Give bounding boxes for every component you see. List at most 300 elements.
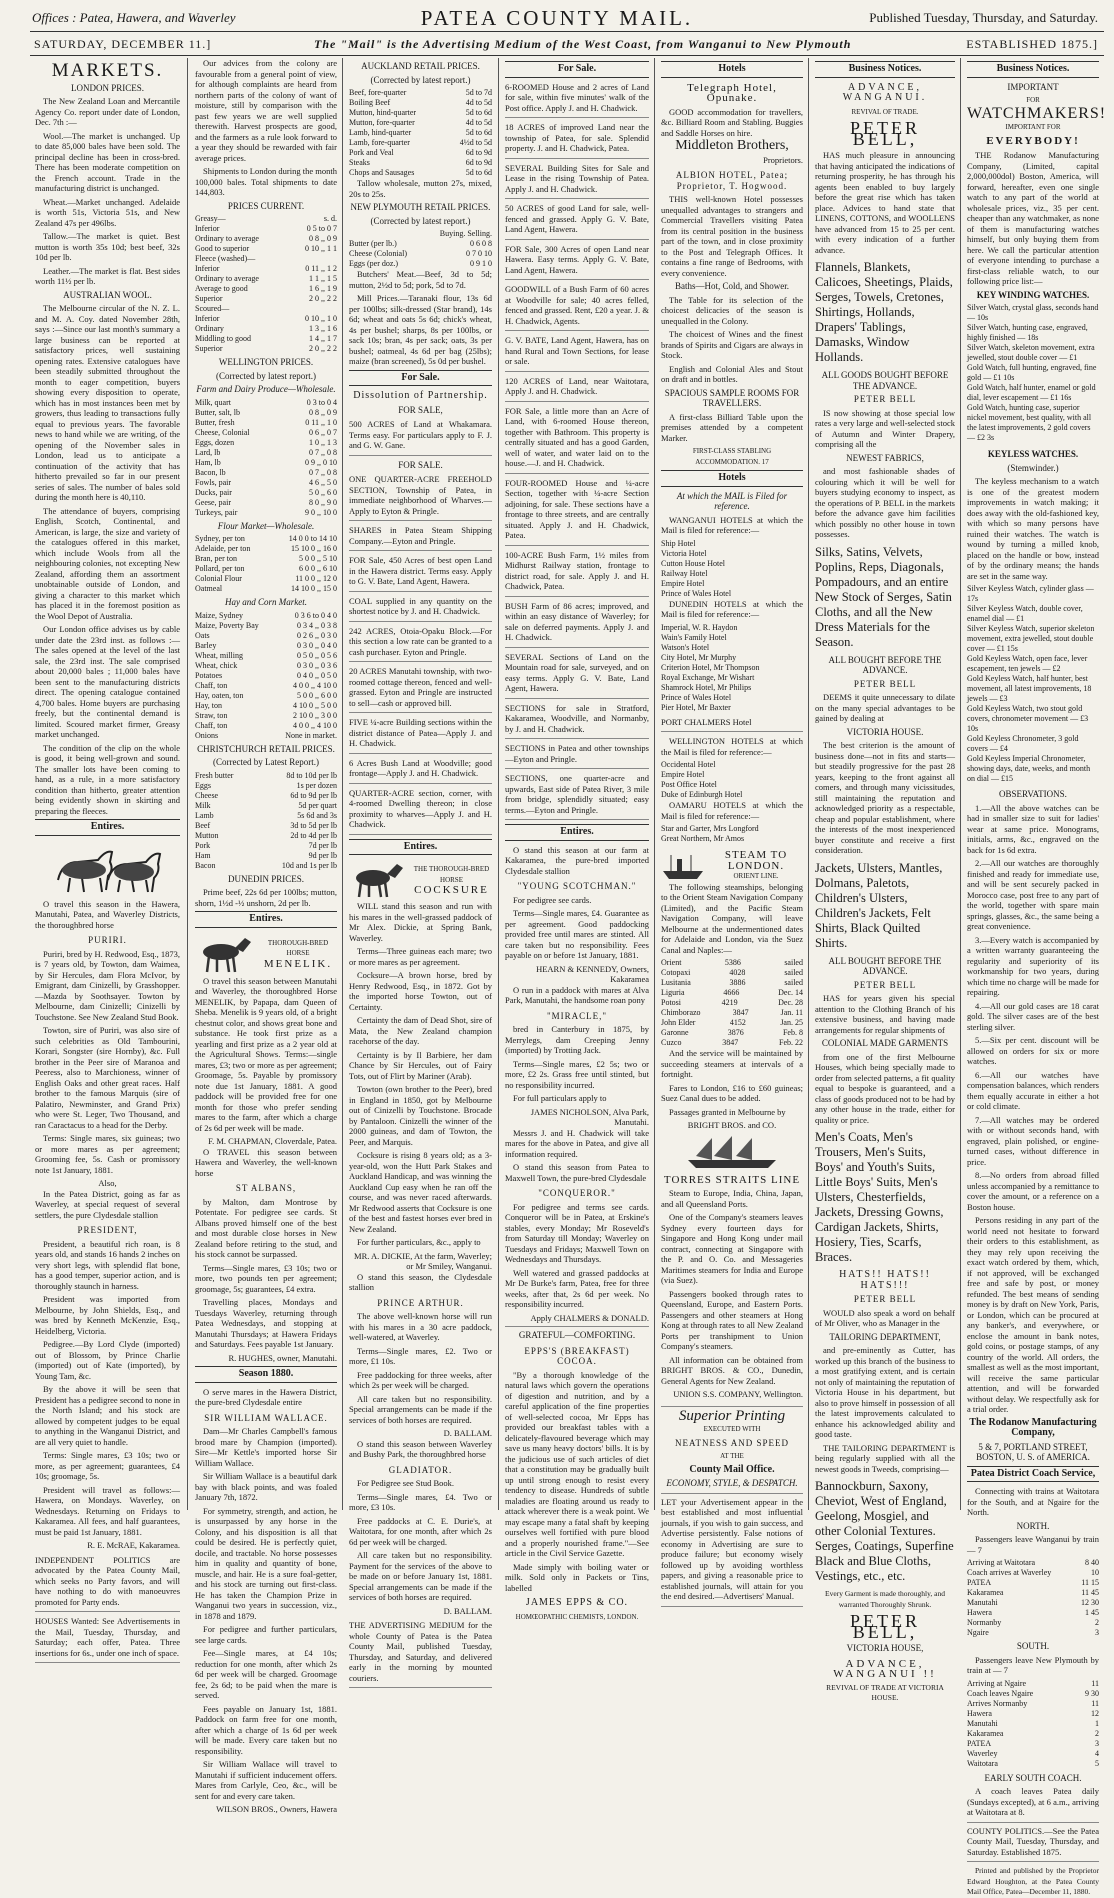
paragraph: Terms—Single mares, £3 10s; two or more, two pounds ten per agreement; groomage, 5s; guarantees, £4 extra. [195,1262,337,1294]
ad-sale: 500 ACRES of Land at Whakamara. Terms easy. For particulars apply to F. J. and G. W. Gane. [349,419,492,456]
table-cell: Lamb [195,810,214,820]
table-row [967,1709,1099,1719]
goods-list: Jackets, Ulsters, Mantles, Dolmans, Paletots, Children's Ulsters, Children's Jackets, Felt Shirts, Black Quilted Shirts. [815,860,943,950]
table-cell: 3886 [729,978,746,987]
bought-before-line: ALL BOUGHT BEFORE THE ADVANCE. [828,654,942,675]
flour-table [195,534,337,594]
table-cell: 4 6 ,, 5 0 [309,477,337,487]
table-cell: 5 0 ,, 6 0 [309,487,337,497]
table-row [349,118,492,128]
list-item: Gold Keyless Chronometer, 3 gold covers — £4 [967,734,1079,753]
table-row [967,1729,1099,1739]
table-cell: 1 3 ,, 1 6 [309,324,337,333]
table-cell: 4½d to 5d [459,138,492,147]
paragraph: Cocksure is rising 8 years old; as a 3-year-old, won the Hutt Park Stakes and Auckland Handicap, and was winning the Auckland Cup easy when he ran off the course, and was never raced afterwards. Mr Redwood asserts that Cocksure is one of the best and fastest horses ever bred in New Zealand. [349,1150,492,1234]
table-cell: 0 3 0 ,, 0 4 0 [297,640,337,650]
peter-bell-name: PETER BELL [853,678,917,689]
paragraph: And the service will be maintained by succeeding steamers at intervals of a fortnight. [661,1048,803,1079]
paragraph: THIS well-known Hotel possesses unequalled advantages to strangers and Commercial Travellers visiting Patea from its central position in the business part of the town, and in close proximity to the Post and Telegraph Offices. It contains a fine range of Bedrooms, with every convenience. [661,194,803,278]
table-cell: Butter, salt, lb [195,407,241,417]
ad-lead: O serve mares in the Hawera District, the pure-bred Clydesdale entire [195,1386,337,1407]
paragraph: Terms—Single mares, £2. Two or more, £1 10s. [349,1345,492,1366]
table-cell: Cheese, Colonial [195,427,250,437]
flour-heading: Flour Market—Wholesale. [217,520,315,531]
table-row [349,168,492,178]
table-cell: Ordinary to average [195,274,259,283]
table-row [195,851,337,861]
paragraph: For further particulars, &c., apply to [357,1237,481,1247]
table-cell: PATEA [967,1578,992,1587]
paragraph: Mill Prices.—Taranaki flour, 13s 6d per 100lbs; silk-dressed (Star brand), 14s 6d; wheat and oats 5s 6d; chick's wheat, 4s per bushel; sharps, 8s per 100lbs, or sack 10s; bran, 4s per sack; oats, 3s per bushel; oatmeal, 4s 6d per bag (25lbs); maize (bran screened), 5s 0d per bushel. [349,293,492,366]
list-item: Occidental Hotel [661,760,716,769]
table-cell: 0 7 ,, 0 8 [309,467,337,477]
paragraph: Free paddocks at C. E. Durie's, at Waitotara, for one month, after which 2s 6d per week will be charged. [349,1515,492,1547]
table-cell: Steaks [349,158,370,167]
table-cell: Inferior [195,314,220,323]
table-row [661,988,803,998]
also-label: Also, [98,1178,117,1188]
table-cell: Arriving at Waitotara [967,1558,1036,1567]
table-cell: 11 0 0 ,, 12 0 [295,574,337,583]
table-cell: 5d to 6d [465,108,492,117]
bought-before-line: ALL GOODS BOUGHT BEFORE THE ADVANCE. [821,370,949,391]
table-cell: Chops and Sausages [349,168,415,177]
table-cell: Kakaramea [967,1588,1004,1597]
table-cell: Potatoes [195,670,223,680]
paragraph: 7.—All watches may be ordered with or without seconds hand, with engraved, plain polished, or engine-turned cases, without difference in price. [967,1114,1099,1167]
ships-table [661,958,803,1048]
steam-header [661,850,803,882]
table-row [195,448,337,458]
signature: R. HUGHES, owner, Manutahi. [228,1352,337,1363]
table-cell: 11 [1091,1678,1099,1688]
season-heading: Season 1880. [195,1366,337,1383]
peter-bell-heading: PETER BELL, [849,1611,920,1642]
table-row [195,244,337,254]
table-cell: Inferior [195,264,220,273]
table-cell: 0 4 0 ,, 0 5 0 [297,670,337,680]
table-row [195,324,337,334]
table-row [195,681,337,691]
business-notices-heading: Business Notices. [815,61,955,78]
table-cell: 0 7 0 10 [466,249,492,258]
horse-name: "CONQUEROR." [538,1188,616,1198]
table-row [195,398,337,408]
epps-name: EPPS'S (BREAKFAST) COCOA. [524,1345,630,1366]
table-row [967,1618,1099,1628]
masthead-offices: Offices : Patea, Hawera, and Waverley [32,10,236,25]
motto: The "Mail" is the Advertising Medium of the West Coast, from Wanganui to New Plymouth [314,37,852,51]
hotel-name: ALBION HOTEL, Patea; Proprietor, T. Hogwood. [675,170,789,191]
list-item: Railway Hotel [661,568,708,578]
table-row [967,1749,1099,1759]
table-cell: Dec. 28 [778,998,803,1007]
table-cell: Pollard, per ton [195,564,245,573]
goods-list: Bannockburn, Saxony, Cheviot, West of England, Geelong, Mosgiel, and other Colonial Textures. Serges, Coatings, Superfine Black and Blue Cloths, Vestings, etc., etc. [815,1479,954,1583]
table-cell: Arriving at Ngaire [967,1678,1027,1688]
masthead-rule [30,31,1104,32]
table-cell: 6d to 9d [465,158,492,167]
table-row [195,801,337,811]
ad-sale: 18 ACRES of improved Land near the township of Patea, for sale. Splendid property. J. and H. Chadwick, Patea. [505,122,649,159]
table-row [195,564,337,574]
paragraph: The condition of the clip on the whole is good, it being well-grown and sound. The smaller lots have been coming to hand, as a rule, in a more satisfactory condition than hitherto, greater attention being evidently shown in skirting and preparing the fleeces. [35,742,180,816]
sailing-ship-illustration [682,1134,782,1170]
table-cell: John Elder [661,1018,696,1027]
signature: HEARN & KENNEDY, Owners, Kakaramea [536,963,649,984]
table-cell: Hay, oaten, ton [195,690,244,700]
date-bar-rule [30,55,1104,56]
table-cell: PATEA [967,1738,992,1748]
table-cell: Milk [195,800,211,810]
table-cell: Greasy— [195,214,226,223]
ad-sale: 100-ACRE Bush Farm, 1½ miles from Midhurst Railway station, frontage to district road, for sale. Apply J. and H. Chadwick, Patea. [505,550,649,597]
table-cell: 10 [1091,1568,1099,1577]
signature: MR. A. DICKIE, At the farm, Waverley; or Mr Smiley, Wanganui. [354,1250,492,1271]
paragraph: 4.—All our gold cases are 18 carat gold. The silver cases are of the best sterling silver. [967,1000,1099,1032]
ad-sale: QUARTER-ACRE section, corner, with 4-roomed Dwelling thereon; in close proximity to wharves—Apply J. and H. Chadwick. [349,788,492,835]
table-cell: Mutton, hind-quarter [349,108,417,117]
table-cell: 0 9 1 0 [470,259,492,268]
paragraph: Puriri, bred by H. Redwood, Esq., 1873, is 7 years old, by Towton, dam Waimea, by Sir Hercules, dam Flora McIvor, by Emigrant, dam Cinizelli, by Grasshopper. —Mazda by Soothsayer. Towton by Melbourne, dam Cinizelli; Cinizelli by Touchstone. See New Zealand Stud Book. [35,948,180,1022]
table-row [195,478,337,488]
table-row [349,108,492,118]
north-heading: NORTH. [1016,1520,1050,1531]
table-cell: Orient [661,958,682,967]
horse-illustration [349,859,407,901]
table-cell: 1 6 ,, 1 9 [309,284,337,293]
table-cell: Wheat, chick [195,660,238,670]
table-cell: Normanby [967,1618,1002,1627]
table-cell: Cotopaxi [661,968,691,977]
table-row [967,1739,1099,1749]
menelik-header [195,932,337,976]
paragraph: 5.—Six per cent. discount will be allowed on orders for six or more watches. [967,1035,1099,1066]
paragraph: Fee—Single mares, at £4 10s; reduction for one month, after which 2s 6d per week will be charged. Groomage fee, 2s 6d; to be paid when the mare is served. [195,1648,337,1700]
table-cell: Geese, pair [195,497,231,507]
paragraph: by Malton, dam Montrose by Potentate. For pedigree see cards. St Albans proved himself one of the best and most durable close horses in New Zealand before retiring to the stud, and his stock cannot be surpassed. [195,1196,337,1259]
ad-county-politics: COUNTY POLITICS.—See the Patea County Mail, Tuesday, Thursday, and Saturday. Established 1875. [967,1822,1099,1863]
table-row [195,811,337,821]
signature: Apply CHALMERS & DONALD. [530,1312,649,1323]
paragraph: "By a thorough knowledge of the natural laws which govern the operations of digestion and nutrition, and by a careful application of the fine properties of well-selected cocoa, Mr Epps has provided our breakfast tables with a delicately-flavoured beverage which may save us many heavy doctors' bills. It is by the judicious use of such articles of diet that a constitution may be gradually built up until strong enough to resist every tendency to disease. Hundreds of subtle maladies are floating around us ready to attack wherever there is a weak point. We may escape many a fatal shaft by keeping ourselves well fortified with pure blood and a properly nourished frame."—See article in the Civil Service Gazette. [505,1369,649,1558]
horse-illustration [195,932,255,976]
printing-line: EXECUTED WITH [703,1425,761,1433]
column-divider [960,58,961,1510]
table-cell: Coach leaves Ngaire [967,1688,1034,1698]
printing-line: ECONOMY, STYLE, & DESPATCH. [666,1478,798,1488]
table-cell: 4 0 0 ,, 4 10 0 [293,680,337,690]
for-line: FOR [1026,96,1040,104]
table-cell: 2 [1095,1618,1099,1627]
paragraph: DEEMS it quite unnecessary to dilate on the many special advantages to be gained by dealing at [815,692,955,723]
paragraph: By the above it will be seen that President has a pedigree second to none in the North Island; and his stock are allowed by competent judges to be equal to anything in the Wanganui District, and are all very quiet to handle. [35,1384,180,1447]
table-cell: None in market. [285,730,337,740]
paragraph: bred in Canterbury in 1875, by Merrylegs, dam Creeping Jenny (imported) by Trotting Jack. [505,1024,649,1055]
table-row [195,631,337,641]
list-item: Empire Hotel [661,770,705,779]
paragraph: 8.—No orders from abroad filled unless accompanied by a remittance to cover the amount, or a reference on a Boston house. [967,1170,1099,1212]
auckland-heading: AUCKLAND RETAIL PRICES. [361,61,480,71]
horse-name: GLADIATOR. [388,1464,453,1475]
table-row [195,621,337,631]
advance-heading: ADVANCE, WANGANUI. [842,81,928,103]
table-row [967,1578,1099,1588]
table-row [195,428,337,438]
table-row [195,458,337,468]
table-row [195,584,337,594]
table-cell: Cheese (Colonial) [349,249,407,258]
table-row [195,468,337,478]
paragraph: All information can be obtained from BRIGHT BROS. & CO., Dunedin, General Agents for New Zealand. [661,1354,803,1386]
table-cell: 12 30 [1081,1598,1099,1607]
table-cell: 5d to 7d [465,88,492,97]
paragraph: WOULD also speak a word on behalf of Mr Oliver, who as Manager in the [815,1307,955,1328]
hotel-name: Telegraph Hotel, Opunake. [687,81,777,104]
table-row [349,259,492,269]
paragraph: The best criterion is the amount of business done—not in fits and starts—but steadily progressive for the past 28 years, keeping to the front against all comers, and through many vicissitudes, still maintaining the reputation and acknowledged priority as a respectable, cheap and popular establishment, where the interests of the most inexperienced buyer constitute and receive a first consideration. [815,740,955,855]
paragraph: The keyless mechanism to a watch is one of the greatest modern improvements in watch making; it does away with the old-fashioned key, with which so many persons have ruined their watches. The watch is wound by turning a milled knob, placed on the handle or bow, instead of by the ordinary means; the hands are set in the same way. [967,476,1099,581]
paragraph: Terms—Three guineas each mare; two or more mares as per agreement. [349,946,492,967]
paragraph: Prime beef, 22s 6d per 100lbs; mutton, shorn, 1½d -½ unshorn, 2d per lb. [195,887,337,908]
paragraph: Connecting with trains at Waitotara for the South, and at Ngaire for the North. [967,1486,1099,1517]
table-row [195,661,337,671]
table-cell: Superior [195,344,223,353]
horse-subtitle: THE THOROUGH-BRED HORSE [413,865,490,884]
victoria-house: VICTORIA HOUSE, [846,1643,924,1653]
ad-sale: ONE QUARTER-ACRE FREEHOLD SECTION, Township of Patea, in immediate neighborhood of Wharves.—Apply to Eyton & Pringle. [349,474,492,521]
wellington-sub: (Corrected by latest report.) [216,370,316,381]
ad-sale: G. V. BATE, Land Agent, Hawera, has on hand Rural and Town Sections, for lease or sale. [505,335,649,372]
paragraph: Travelling places, Mondays and Tuesdays Waverley, returning through Patea Wednesdays, and stopping at Manutahi Thursdays; at Hawera Fridays and Saturdays. Fees payable 1st January. [195,1297,337,1349]
table-cell: Lamb, hind-quarter [349,128,412,137]
horse-name: PRINCE ARTHUR. [377,1297,464,1308]
table-cell: Onions [195,730,219,740]
ad-independent-politics: INDEPENDENT POLITICS are advocated by the Patea County Mail, which seeks no Party favors, and will have nothing to do with manoeuvres promoted for Party ends. [35,1555,180,1613]
table-cell: Cheese [195,790,219,800]
table-cell: 0 10 ,, 1 0 [305,314,337,323]
table-row [349,158,492,168]
table-cell: 7d per lb [308,840,337,850]
table-cell: 11 15 [1081,1578,1099,1587]
table-cell: Liguria [661,988,685,997]
table-cell: 1 4 ,, 1 7 [309,334,337,343]
paragraph: HAS for years given his special attention to the Clothing Branch of his extensive business, and having made arrangements for regular shipments of [815,993,955,1035]
table-cell: 3876 [727,1028,744,1037]
table-cell: Hawera [967,1708,992,1718]
table-row [195,831,337,841]
rodanow-heading: The Rodanow Manufacturing Company, [969,1416,1097,1438]
hotel-proprietor: Middleton Brothers, [675,138,789,153]
australian-wool-heading: AUSTRALIAN WOOL. [63,289,152,300]
new-plymouth-sub: (Corrected by latest report.) [370,215,471,226]
horse-name: MENELIK. [263,957,333,970]
table-cell: Sydney, per ton [195,534,245,543]
paragraph: Persons residing in any part of the world need not hesitate to forward their orders to this establishment, as they may rely upon receiving the exact watch ordered by them, which, if not approved, will be exchanged free and safe by post, or money refunded. The best means of sending money is by draft on New York, Paris, or London, which can be procured at any banker's, and everywhere, or enclose the amount in bank notes, gold coins, or postage stamps, of any country of the world. All orders, the smallest as well as the most important, will receive the same particular attention, and will be forwarded without delay. We respectfully ask for a trial order. [967,1215,1099,1414]
paragraph: For symmetry, strength, and action, he is unsurpassed by any horse in the Colony, and his disposition is all that could be desired. He is perfectly quiet, docile, and tractable. No horse possesses him in quality and quantity of bone, muscle, and hair. He is a sure foal-getter, and his stock are turning out first-class. He has taken the Champion Prize in Wanganui two years in succession, viz., in 1878 and 1879. [195,1505,337,1621]
table-cell: 1 [1095,1718,1099,1728]
paragraph: All care taken but no responsibility. Special arrangements can be made if the services of both horses are required. [349,1393,492,1425]
table-cell: 3 [1095,1628,1099,1637]
paragraph: A coach leaves Patea daily (Sundays excepted), at 6 a.m., arriving at Waitotara at 8. [967,1786,1099,1817]
paragraph: Passengers booked through rates to Queensland, Europe, and Eastern Ports. Passengers and other steamers at Hong Kong at through rates to all New Zealand Ports per transhipment to Union Company's steamers. [661,1288,803,1351]
table-row [195,821,337,831]
horse-subtitle: THOROUGH-BRED HORSE [267,938,329,958]
table-cell: Fresh butter [195,770,234,780]
list-item: Criterion Hotel, Mr Thompson [661,662,760,672]
table-row [195,234,337,244]
revival-line: REVIVAL OF TRADE. [851,107,919,116]
paragraph: Certainty is by Il Barbiere, her dam Chance by Sir Hercules, out of Fairy Tots, out of Flirt by Mariner (Arab). [349,1049,492,1081]
paragraph: THE TAILORING DEPARTMENT is being regularly supplied with all the newest goods in Tweeds, comprising— [815,1442,955,1474]
table-cell: Potosi [661,998,682,1007]
table-cell: Pork [195,840,211,850]
paragraph: President will travel as follows:— Hawera, on Mondays. Waverley, on Wednesdays. Returning on Fridays to Kakaramea. All fees, and half guarantees, must be paid 1st January, 1881. [35,1484,180,1537]
horse-name: COCKSURE [414,884,489,897]
ad-sale: FOR Sale, a little more than an Acre of Land, with 6-roomed House thereon, together with Bathroom. This property is centrally situated and has a good Garden, well of water, and water laid on to the house.—J. and H. Chadwick. [505,406,649,474]
table-cell: 5 0 0 ,, 6 0 0 [297,690,337,700]
table-cell: 14 10 0 ,, 15 0 [291,584,337,593]
ad-lead: O run in a paddock with mares at Alva Park, Manutahi, the handsome roan pony [505,984,649,1005]
auckland-sub: (Corrected by latest report.) [370,74,471,85]
list-item: Gold Watch, full hunting, engraved, fine gold — £1 10s [967,363,1097,382]
peter-bell-name: PETER BELL [853,394,917,404]
table-row [349,239,492,249]
stabling-line: FIRST-CLASS STABLING ACCOMMODATION. 17 [692,447,772,466]
ad-sale: SEVERAL Sections of Land on the Mountain road for sale, surveyed, and on easy terms. Apply G. V. Bate, Land Agent, Hawera. [505,652,649,699]
christchurch-sub: (Corrected by Latest Report.) [213,757,319,767]
masthead [0,0,1114,58]
table-row [967,1628,1099,1638]
paragraph: DUNEDIN HOTELS at which the Mail is filed for reference:— [661,598,803,619]
paragraph: WANGANUI HOTELS at which the Mail is filed for reference:— [661,514,803,535]
table-cell: 8d to 10d per lb [286,770,337,780]
table-row [195,438,337,448]
ad-lead: O stand this season, the Clydesdale stallion [349,1271,492,1292]
list-item: Gold Watch, hunting case, superior nickel movement, best quality, with all the latest improvements, 2 gold covers — £2 3s [967,403,1092,442]
paragraph: OAMARU HOTELS at which the Mail is filed for reference:— [661,800,803,821]
table-row [967,1568,1099,1578]
farm-table [195,398,337,518]
paragraph: Steam to Europe, India, China, Japan, and all Queensland Ports. [661,1188,803,1209]
ad-sale: SECTIONS in Patea and other townships—Eyton and Pringle. [505,743,649,769]
table-cell: Bacon, lb [195,467,226,477]
table-cell: Coach arrives at Waverley [967,1568,1052,1577]
table-cell: 5d per quart [298,800,337,810]
hotels-subheading: At which the MAIL is Filed for reference. [676,490,788,511]
column-divider [808,58,809,1510]
list-item: Gold Keyless Imperial Chronometer, showing days, date, weeks, and month on dial — £15 [967,754,1091,783]
north-timetable [967,1558,1099,1638]
table-cell: 0 3 6 to 0 4 0 [294,610,337,620]
table-cell: Eggs (per doz.) [349,259,399,268]
table-cell: Butter (per lb.) [349,239,397,248]
table-cell: Mutton, fore-quarter [349,118,415,127]
ad-sale: 120 ACRES of Land, near Waitotara, Apply J. and H. Chadwick. [505,376,649,402]
table-cell: 2 0 ,, 2 2 [309,344,337,353]
column-divider [654,58,655,1510]
paragraph: For full particulars apply to [513,1093,607,1103]
list-item: Prince of Wales Hotel [661,588,732,598]
table-row [195,641,337,651]
ad-sale: 242 ACRES, Otoia-Opaku Block.—For this section a low rate can be granted to a cash purchaser. Eyton and Pringle. [349,626,492,663]
table-row [195,721,337,731]
column-divider [342,58,343,1510]
table-cell: 0 6 ,, 0 7 [309,427,337,437]
table-row [195,264,337,274]
list-item: Silver Watch, hunting case, engraved, highly finished — 18s [967,323,1088,342]
paragraph: For Pedigree see Stud Book. [357,1478,455,1488]
ad-sale: FOR Sale, 450 Acres of best open Land in the Hawera district. Terms easy. Apply to G. V. Bate, Land Agent, Hawera. [349,555,492,592]
table-cell: Eggs, dozen [195,437,235,447]
table-row [195,344,337,354]
table-cell: 0 2 6 ,, 0 3 0 [297,630,337,640]
table-cell: Waverley [967,1748,998,1758]
table-row [195,488,337,498]
table-cell: Barley [195,640,217,650]
table-cell: 0 10 ,, 1 1 [305,244,337,253]
table-row [661,1018,803,1028]
ad-advertising-medium: THE ADVERTISING MEDIUM for the whole County of Patea is the Patea County Mail, published Tuesday, Thursday, and Saturday, and delivered early in the morning by mounted couriers. [349,1620,492,1688]
printing-line: AT THE [720,1452,744,1460]
ad-sale: 50 ACRES of good Land for sale, well-fenced and grassed. Apply G. V. Bate, Land Agent, Hawera. [505,203,649,240]
table-cell: Lard, lb [195,447,221,457]
paragraph: Towton (own brother to the Peer), bred in England in 1850, got by Melbourne out of Cinizelli by Touchstone. Brocade by Pantaloon. Cinizelli the winner of the 2000 guineas, and dam of Towton, the Peer, and Marquis. [349,1084,492,1147]
paragraph: Sir William Wallace is a beautiful dark bay with black points, and was foaled January 7th, 1872. [195,1471,337,1502]
table-cell: Eggs [195,780,211,790]
ad-sale: FOUR-ROOMED House and ¼-acre Section, together with ¼-acre Section adjoining, for sale. These sections have a frontage to three streets, and are centrally situated. Apply J. and H. Chadwick, Patea. [505,478,649,546]
table-row [195,611,337,621]
table-cell: 2d to 4d per lb [290,830,337,840]
wellington-heading: WELLINGTON PRICES. [218,357,314,367]
oamaru-hotels-list [661,824,803,844]
paragraph: Sir William Wallace will travel to Manutahi if sufficient inducement offers. Mares from Carlyle, Ceo, &c., will be sent for and every care taken. [195,1759,337,1801]
paragraph: Our London office advises us by cable under date the 23rd inst. as follows :— The sales opened at the level of the last sale, the 23rd inst. The sale comprised about 20,000 bales ; 11,000 bales have been sent to the manufacturing districts direct. The opening catalogue contained 4,700 bales. Home buyers are purchasing freely, but the continental demand is limited. Scoured market firmer, Greasy market unchanged. [35,624,180,739]
imprint: Printed and published by the Proprietor Edward Houghton, at the Patea County Mail Office, Patea—December 11, 1880. [967,1866,1099,1896]
steam-sub: ORIENT LINE. [733,872,779,880]
table-cell: Mutton [195,830,219,840]
business-notices-heading: Business Notices. [967,61,1099,78]
new-plymouth-heading: NEW PLYMOUTH RETAIL PRICES. [350,202,491,212]
list-item: Victoria Hotel [661,548,707,558]
paragraph: The choicest of Wines and the finest brands of Spirits and Cigars are always in Stock. [661,329,803,360]
table-cell: Average to good [195,284,248,293]
paragraph: Fees payable on January 1st, 1881. Paddock on farm free for one month, after which a charge of 1s 6d per week will be made. Every care taken but no responsibility. [195,1703,337,1756]
table-cell: 0 5 to 0 7 [306,224,337,233]
superior-printing-heading: Superior Printing [661,1406,803,1422]
paragraph: Dam—Mr Charles Campbell's famous brood mare by Champion (imported). Sire—Mr Kettle's imported horse Sir William Wallace. [195,1426,337,1468]
table-row [195,861,337,871]
port-chalmers-line: PORT CHALMERS Hotel [661,717,803,733]
ad-lead: O TRAVEL this season between Hawera and Waverley, the well-known horse [195,1146,337,1178]
column-peter-bell [810,58,960,1702]
table-row [195,498,337,508]
table-cell: Beef, fore-quarter [349,88,407,97]
peter-bell-name: PETER BELL [853,979,917,990]
table-row [195,701,337,711]
hats-line: HATS!! HATS!! HATS!!! [839,1269,931,1291]
paragraph: Terms—Single mares, £4. Two or more, £3 10s. [349,1491,492,1512]
column-watches-coach [962,58,1107,1896]
table-cell: 1 0 ,, 1 3 [309,437,337,447]
table-cell: 3d to 5d per lb [290,820,337,830]
paragraph: Certainty the dam of Dead Shot, sire of Mata, the New Zealand champion racehorse of the day. [349,1015,492,1046]
list-item: Silver Keyless Watch, superior skeleton movement, extra jewelled, stout double cover — £1 15s [967,624,1095,653]
table-cell: Oats [195,630,210,640]
list-item: Cutton House Hotel [661,558,725,568]
table-cell: 5 [1095,1758,1099,1768]
horse-name: PRESIDENT, [77,1225,138,1235]
